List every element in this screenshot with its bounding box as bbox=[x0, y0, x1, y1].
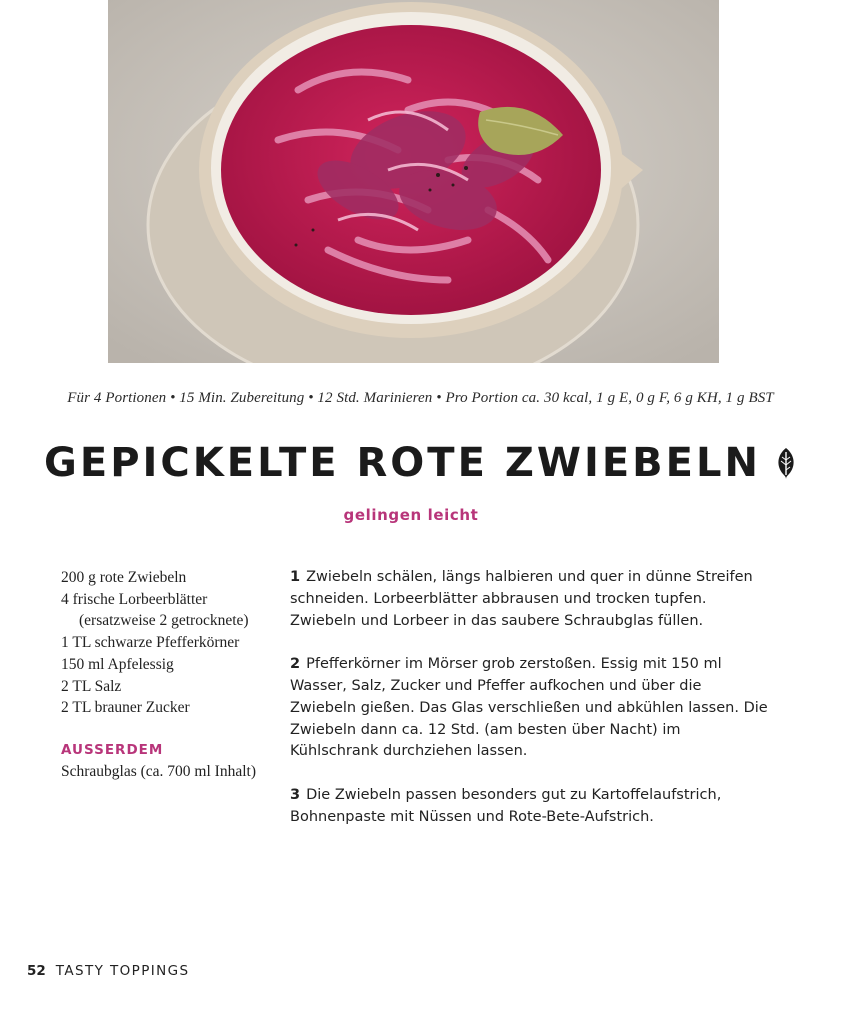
recipe-photo bbox=[108, 0, 719, 363]
instruction-steps bbox=[290, 567, 770, 850]
step bbox=[290, 785, 770, 829]
recipe-title: GEPICKELTE ROTE ZWIEBELN bbox=[44, 440, 761, 486]
step-number: 2 bbox=[290, 656, 301, 673]
recipe-meta-line: Für 4 Portionen • 15 Min. Zubereitung • 12 Std. Marinieren • Pro Portion ca. 30 kcal, 1 g E, 0 g F, 6 g KH, 1 g BST bbox=[67, 390, 774, 406]
step-number: 3 bbox=[290, 786, 301, 803]
leaf-icon bbox=[775, 446, 797, 480]
ingredient-item: 150 ml Apfelessig bbox=[61, 655, 174, 673]
ingredient-list bbox=[61, 567, 276, 783]
title-row bbox=[0, 440, 841, 486]
ingredient-item: 1 TL schwarze Pfefferkörner bbox=[61, 634, 240, 652]
page-number: 52 bbox=[27, 963, 46, 979]
extra-heading: AUSSERDEM bbox=[61, 741, 164, 758]
ingredient-item: 2 TL Salz bbox=[61, 677, 122, 695]
extra-item: Schraubglas (ca. 700 ml Inhalt) bbox=[61, 762, 256, 780]
page-footer bbox=[27, 963, 189, 979]
step-text: Pfefferkörner im Mörser grob zerstoßen. Essig mit 150 ml Wasser, Salz, Zucker und Pfeffer aufkochen und über die Zwiebeln gießen. Das Glas verschließen und abkühlen lassen. Die Zwiebeln dann ca. 12 Std. (am besten über Nacht) im Kühlschrank durchziehen lassen. bbox=[290, 656, 768, 760]
ingredient-item: 4 frische Lorbeerblätter (ersatzweise 2 getrocknete) bbox=[61, 590, 249, 630]
step-text: Die Zwiebeln passen besonders gut zu Kartoffelaufstrich, Bohnenpaste mit Nüssen und Rote-Bete-Aufstrich. bbox=[290, 786, 722, 825]
step bbox=[290, 654, 770, 763]
step bbox=[290, 567, 770, 632]
step-text: Zwiebeln schälen, längs halbieren und quer in dünne Streifen schneiden. Lorbeerblätter abbrausen und trocken tupfen. Zwiebeln und Lorbeer in das saubere Schraubglas füllen. bbox=[290, 569, 753, 629]
difficulty-label: gelingen leicht bbox=[343, 506, 479, 524]
step-number: 1 bbox=[290, 569, 301, 585]
section-name: TASTY TOPPINGS bbox=[55, 963, 190, 979]
ingredient-item: 2 TL brauner Zucker bbox=[61, 699, 190, 717]
ingredient-item: 200 g rote Zwiebeln bbox=[61, 569, 187, 586]
